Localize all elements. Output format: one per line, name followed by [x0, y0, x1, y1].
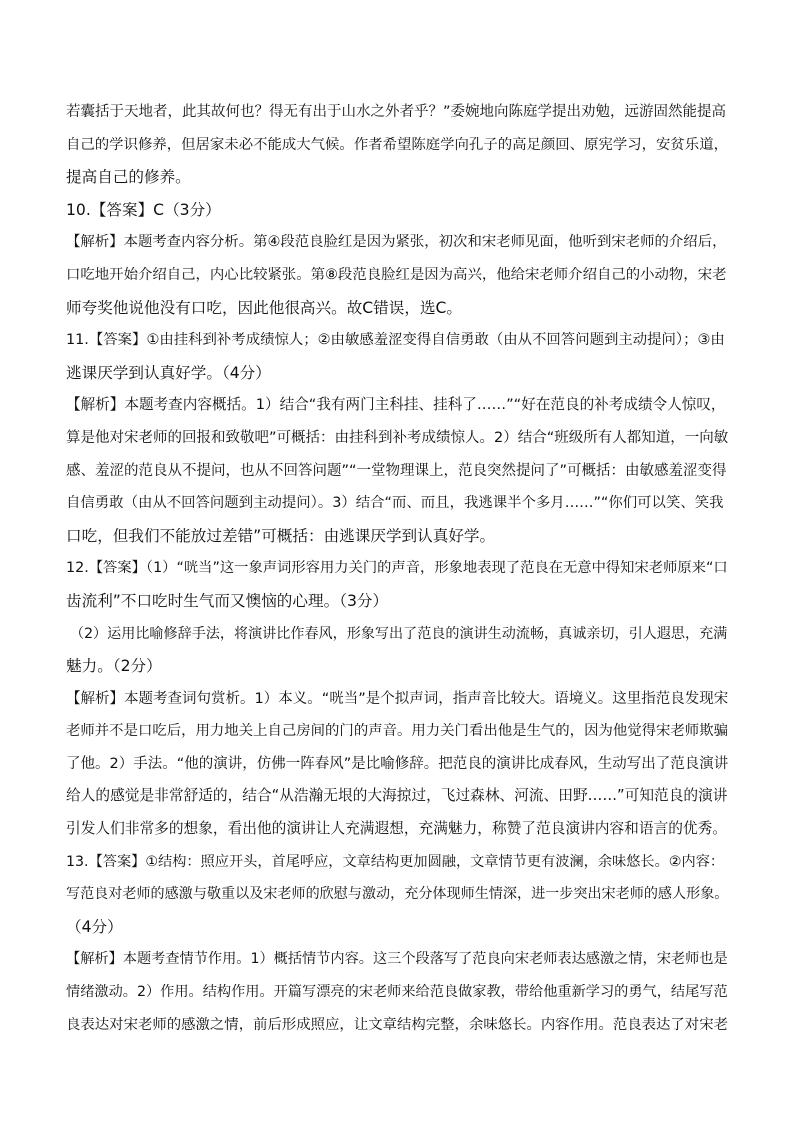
text-line: 自信勇敢（由从不回答问题到主动提问）。3）结合“而、而且，我逃课半个多月……”“你们可以笑、笑我 — [66, 495, 724, 512]
p-exp11 — [66, 389, 728, 552]
text-line: 10.【答案】C（3分） — [66, 200, 221, 219]
p-exp13 — [66, 943, 728, 1041]
text-line: 良表达对宋老师的感激之情，前后形成照应，让文章结构完整，余味悠长。内容作用。范良表达了对宋老 — [66, 1016, 728, 1033]
text-line: 感、羞涩的范良从不提问，也从不回答问题”“一堂物理课上，范良突然提问了”可概括：由敏感羞涩变得 — [66, 462, 727, 479]
text-line: 【解析】本题考查内容分析。第④段范良脸红是因为紧张，初次和宋老师见面，他听到宋老师的介绍后， — [66, 234, 727, 251]
answer-analysis-text — [66, 96, 728, 1041]
text-line: 引发人们非常多的想象，看出他的演讲让人充满遐想，充满魅力，称赞了范良演讲内容和语言的优秀。 — [66, 820, 727, 838]
text-line: （2）运用比喻修辞手法，将演讲比作春风，形象写出了范良的演讲生动流畅，真诚亲切，引人遐思，充满 — [70, 625, 728, 642]
text-line: 口吃地开始介绍自己，内心比较紧张。第⑧段范良脸红是因为高兴，他给宋老师介绍自己的小动物，宋老 — [66, 266, 727, 283]
p-ans12 — [66, 552, 728, 617]
text-line: 【解析】本题考查内容概括。1）结合“我有两门主科挂、挂科了……”“好在范良的补考成绩令人惊叹， — [66, 396, 726, 414]
text-line: 13.【答案】①结构：照应开头，首尾呼应，文章结构更加圆融，文章情节更有波澜，余味悠长。②内容： — [66, 853, 725, 870]
text-line: 12.【答案】（1）“咣当”这一象声词形容用力关门的声音，形象地表现了范良在无意中得知宋老师原来“口 — [66, 560, 728, 577]
text-line: 了他。2）手法。“他的演讲，仿佛一阵春风”是比喻修辞。把范良的演讲比成春风，生动写出了范良演讲 — [66, 755, 729, 772]
text-line: 给人的感觉是非常舒适的，结合“从浩瀚无垠的大海掠过，飞过森林、河流、田野……”可知范良的演讲 — [66, 787, 728, 805]
p-ans11 — [66, 324, 728, 389]
p-ans10 — [66, 194, 728, 227]
p-exp12 — [66, 683, 728, 846]
text-line: 齿流利”不口吃时生气而又懊恼的心理。（3分） — [66, 591, 389, 610]
text-line: 算是他对宋老师的回报和致敬吧”可概括：由挂科到补考成绩惊人。2）结合“班级所有人都知道，一向敏 — [66, 429, 729, 446]
text-line: 情绪激动。2）作用。结构作用。开篇写漂亮的宋老师来给范良做家教，带给他重新学习的勇气，结尾写范 — [66, 984, 728, 1001]
text-line: 写范良对老师的感激与敬重以及宋老师的欣慰与激动，充分体现师生情深，进一步突出宋老师的感人形象。 — [66, 886, 729, 903]
p-exp10 — [66, 226, 728, 324]
text-line: （4分） — [66, 917, 123, 936]
text-line: 【解析】本题考查词句赏析。1）本义。“咣当”是个拟声词，指声音比较大。语境义。这里指范良发现宋 — [66, 690, 729, 707]
p-ans13 — [66, 846, 728, 944]
text-line: 魅力。（2分） — [66, 657, 162, 676]
text-line: 口吃，但我们不能放过差错”可概括：由逃课厌学到认真好学。 — [66, 526, 496, 545]
text-line: 逃课厌学到认真好学。（4分） — [66, 363, 271, 382]
text-line: 师夸奖他说他没有口吃，因此他很高兴。故C错误，选C。 — [66, 298, 463, 317]
p-ans12b — [66, 618, 728, 683]
text-line: 11.【答案】①由挂科到补考成绩惊人；②由敏感羞涩变得自信勇敢（由从不回答问题到主动提问）；③由 — [66, 332, 725, 349]
text-line: 【解析】本题考查情节作用。1）概括情节内容。这三个段落写了范良向宋老师表达感激之情，宋老师也是 — [66, 951, 728, 968]
p-intro — [66, 96, 728, 194]
text-line: 自己的学识修养，但居家未必不能成大气候。作者希望陈庭学向孔子的高足颜回、原宪学习，安贫乐道， — [66, 136, 728, 153]
text-line: 提高自己的修养。 — [66, 168, 191, 187]
text-line: 老师并不是口吃后，用力地关上自己房间的门的声音。用力关门看出他是生气的，因为他觉得宋老师欺骗 — [66, 723, 728, 740]
text-line: 若囊括于天地者，此其故何也？得无有出于山水之外者乎？”委婉地向陈庭学提出劝勉，远游固然能提高 — [66, 104, 727, 120]
